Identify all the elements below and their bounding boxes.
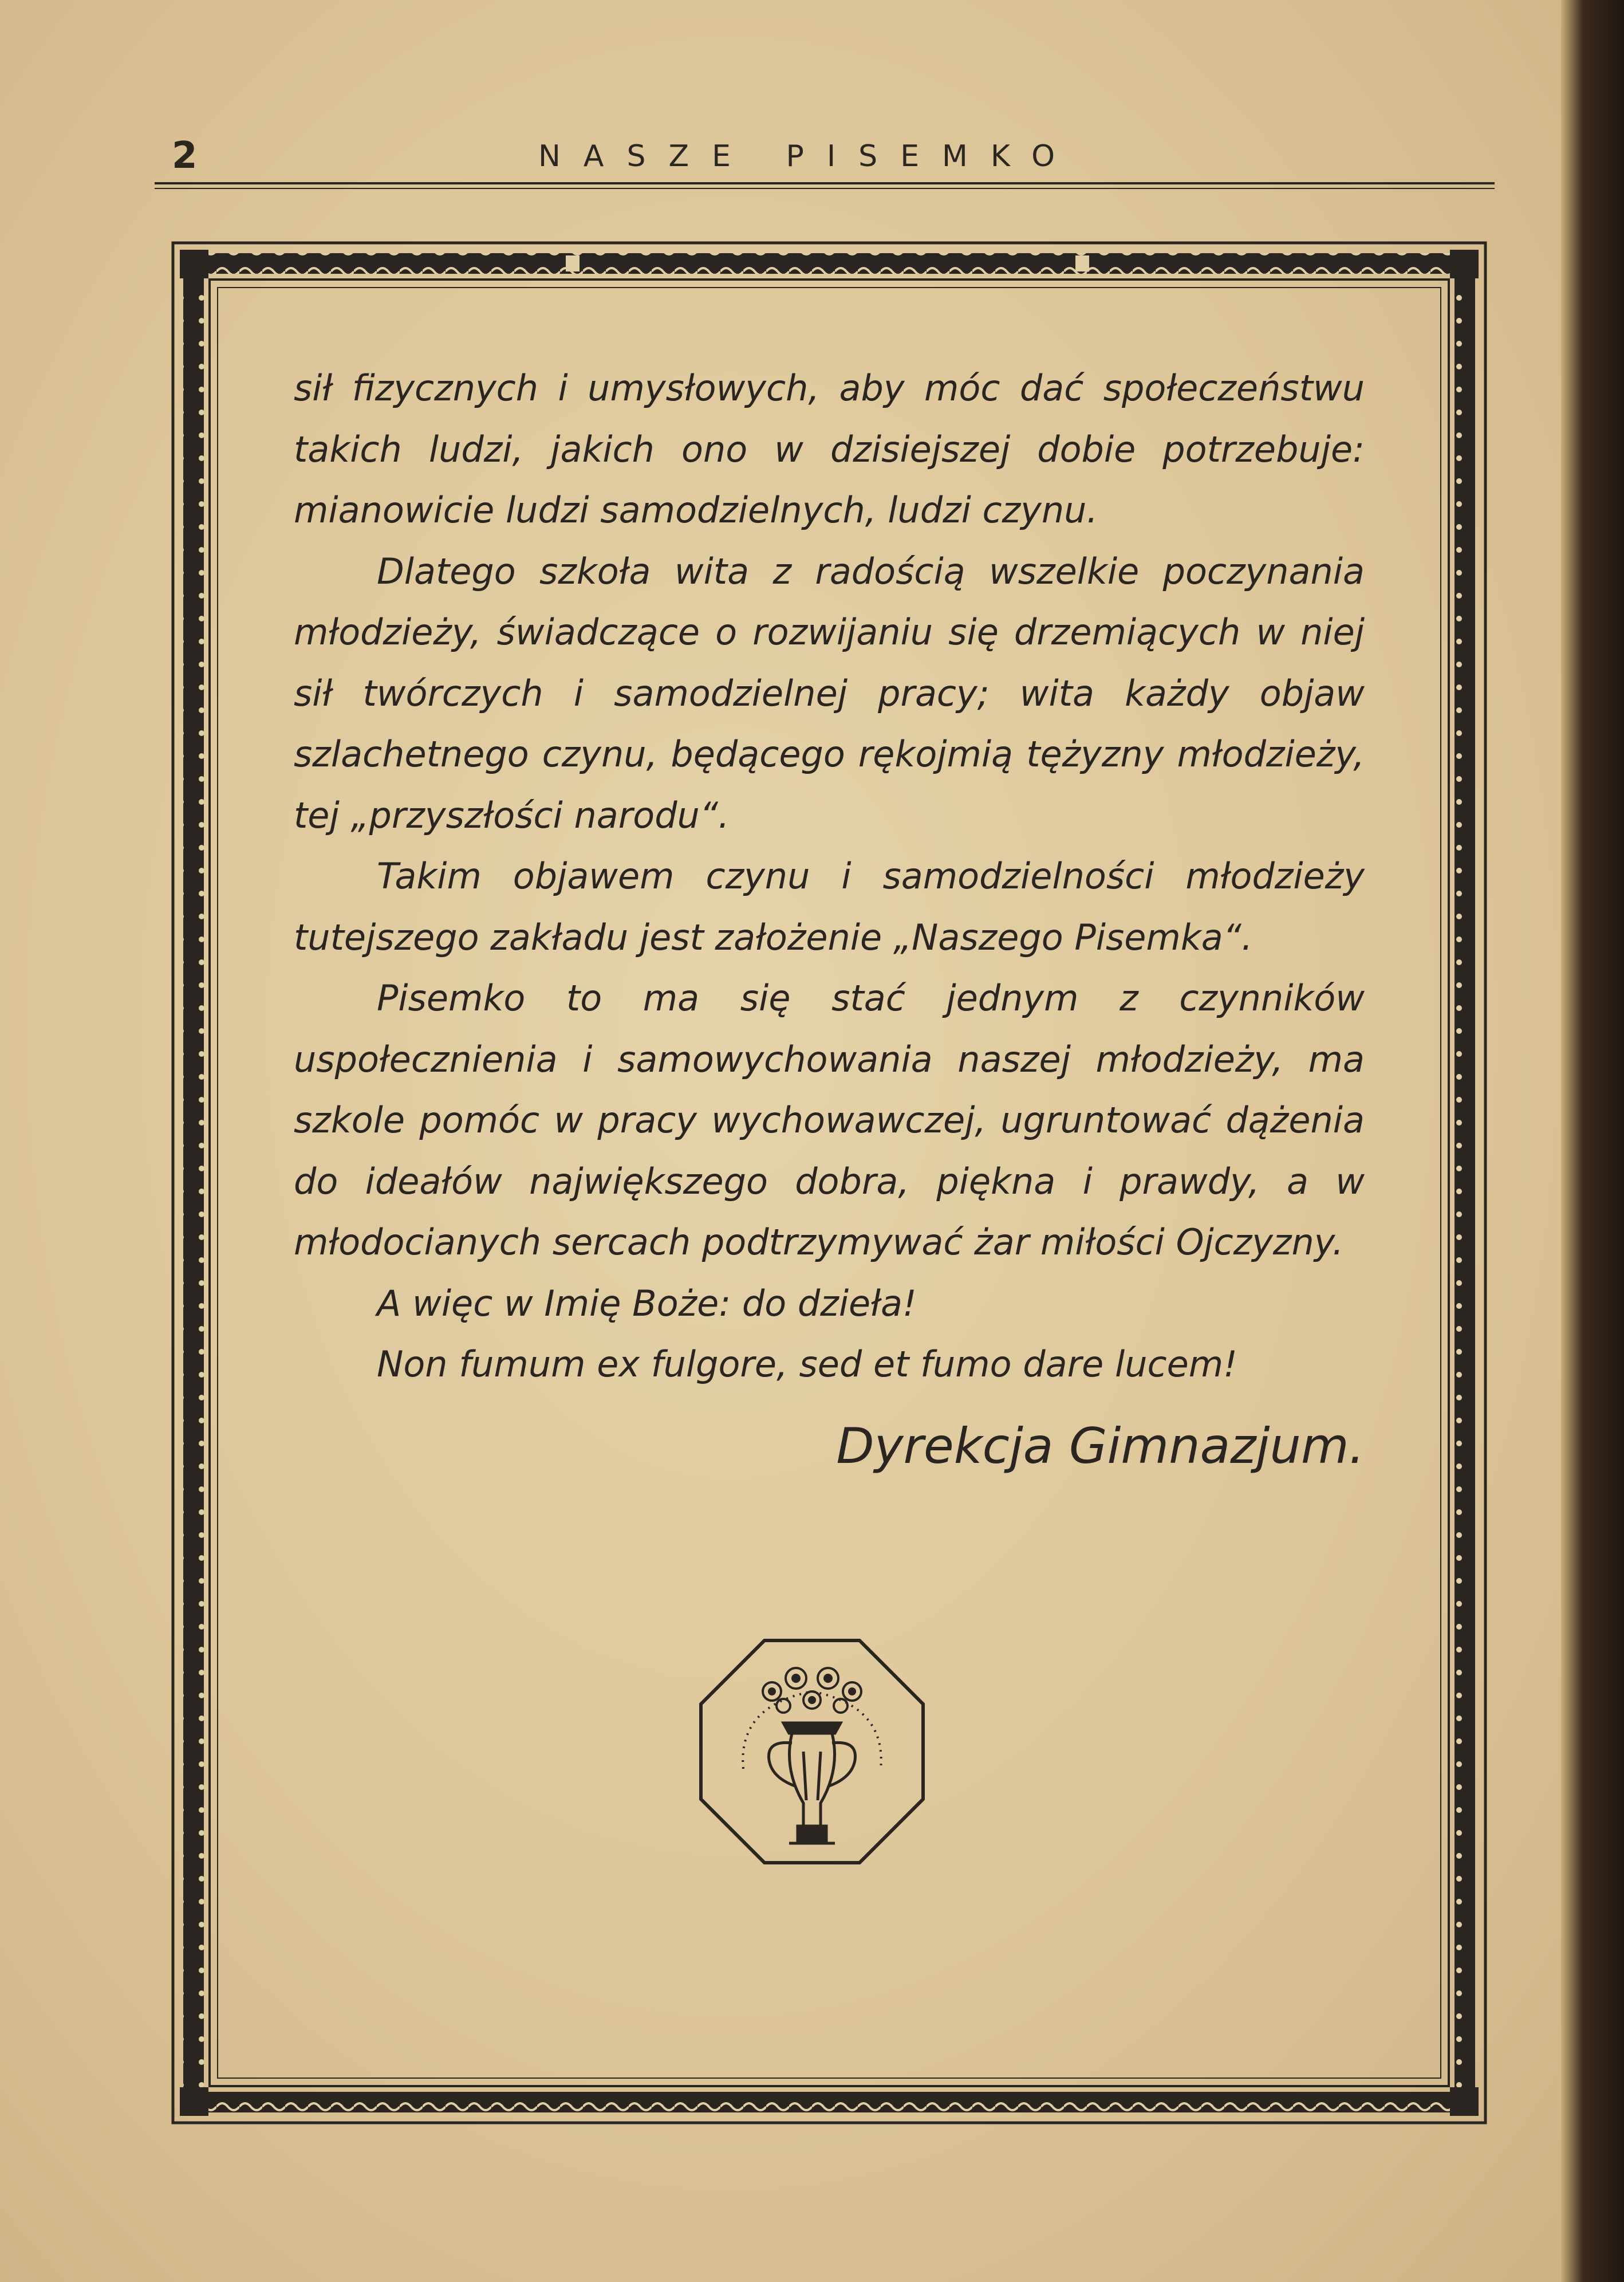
header-rule: [155, 182, 1495, 184]
paragraph: Pisemko to ma się stać jednym z czynników uspołecznienia i samowychowania naszej młodzieży, ma szkole pomóc w pracy wychowawczej, ugruntować dążenia do ideałów największego dobra, piękna i prawdy, a w młodocianych sercach podtrzymywać żar miłości Ojczyzny.: [294, 977, 1365, 1263]
paragraph: Dlatego szkoła wita z radością wszelkie poczynania młodzieży, świadczące o rozwijaniu się drzemiących w niej sił twórczych i samodzielnej pracy; wita każdy objaw szlachetnego czynu, będącego rękojmią tężyzny młodzieży, tej „przyszłości narodu“.: [294, 550, 1365, 836]
motto-line: A więc w Imię Boże: do dzieła!: [377, 1282, 917, 1324]
signature: Dyrekcja Gimnazjum.: [836, 1417, 1365, 1475]
header-rule-thin: [155, 188, 1495, 189]
running-title: NASZE PISEMKO: [538, 139, 1078, 174]
binding-edge: [1561, 0, 1624, 2282]
paragraph: sił fizycznych i umysłowych, aby móc dać społeczeństwu takich ludzi, jakich ono w dzisiejszej dobie potrzebuje: mianowicie ludzi samodzielnych, ludzi czynu.: [294, 367, 1365, 531]
article-body: [294, 358, 1365, 1484]
page-number: 2: [172, 135, 198, 177]
vase-with-flowers-octagon-icon: [697, 1637, 927, 1866]
page-header: [160, 135, 1495, 186]
paragraph: Takim objawem czynu i samodzielności młodzieży tutejszego zakładu jest założenie „Naszego Pisemka“.: [294, 855, 1365, 958]
motto-line: Non fumum ex fulgore, sed et fumo dare lucem!: [377, 1343, 1237, 1385]
